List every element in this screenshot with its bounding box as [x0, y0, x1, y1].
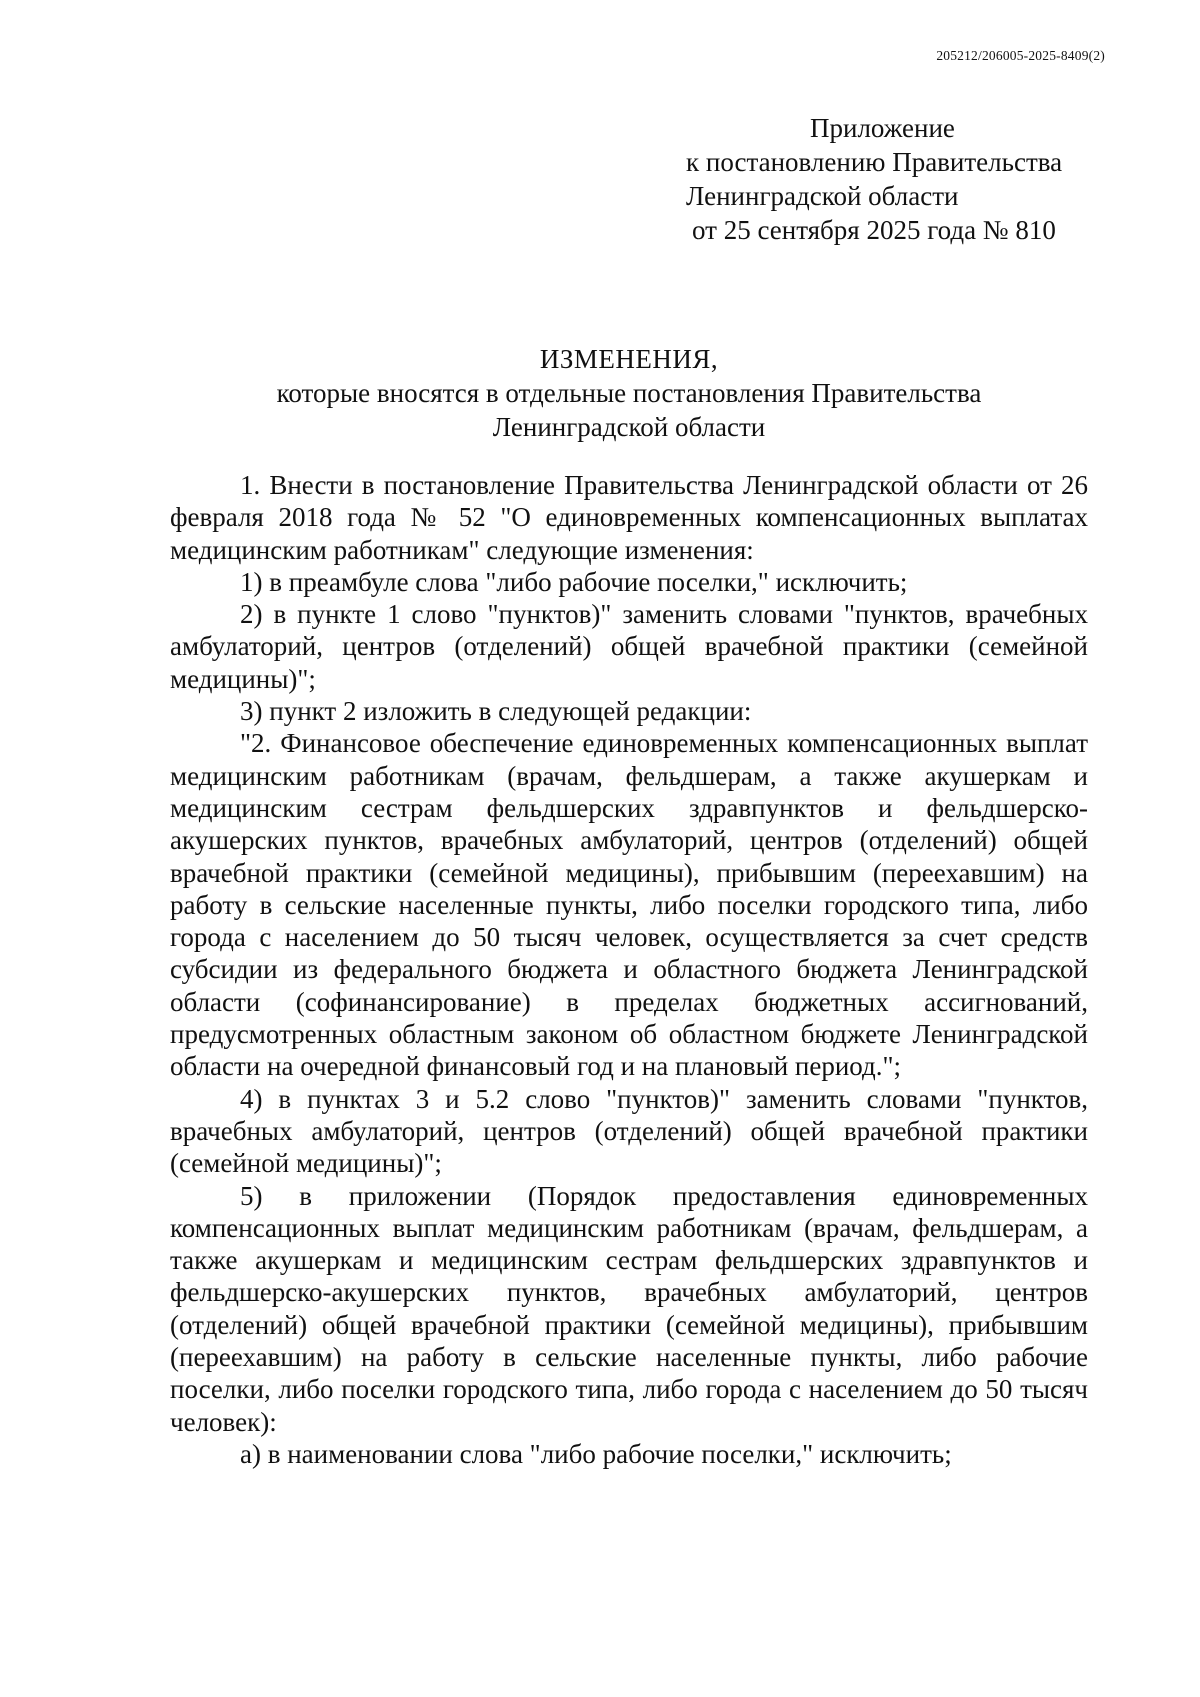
paragraph-subitem-3: 3) пункт 2 изложить в следующей редакции: [240, 696, 752, 727]
document-title [170, 342, 1088, 444]
title-subtitle-line1: которые вносятся в отдельные постановления Правительства [276, 378, 982, 408]
registration-number: 205212/206005-2025-8409(2) [936, 48, 1105, 63]
paragraph-subitem-2: 2) в пункте 1 слово "пунктов)" заменить словами "пунктов, врачебных амбулаторий, центров (отделений) общей врачебной практики (семейной медицины)"; [170, 599, 1088, 694]
title-main: ИЗМЕНЕНИЯ, [539, 344, 719, 374]
paragraph-subitem-4: 4) в пунктах 3 и 5.2 слово "пунктов)" заменить словами "пунктов, врачебных амбулаторий, центров (отделений) общей врачебной практики (семейной медицины)"; [170, 1083, 1088, 1179]
paragraph-subitem-1: 1) в преамбуле слова "либо рабочие поселки," исключить; [240, 566, 908, 597]
paragraph-subitem-5: 5) в приложении (Порядок предоставления единовременных компенсационных выплат медицинским работникам (врачам, фельдшерам, а также акушеркам и медицинским сестрам фельдшерских здравпунктов и фельдшерско-акушерских пунктов, врачебных амбулаторий, центров (отделений) общей врачебной практики (семейной медицины), прибывшим (переехавшим) на работу в сельские населенные пункты, либо рабочие поселки, либо поселки городского типа, либо города с населением до 50 тысяч человек): [170, 1180, 1088, 1437]
appendix-date-number: от 25 сентября 2025 года № 810 [692, 215, 1056, 245]
title-subtitle-line2: Ленинградской области [492, 412, 766, 442]
appendix-region: Ленинградской области [686, 181, 959, 211]
paragraph-quoted-item-2: "2. Финансовое обеспечение единовременных компенсационных выплат медицинским работникам (врачам, фельдшерам, а также акушеркам и медицинским сестрам фельдшерских здравпунктов и фельдшерско-акушерских пунктов, врачебных амбулаторий, центров (отделений) общей врачебной практики (семейной медицины), прибывшим (переехавшим) на работу в сельские населенные пункты, либо поселки городского типа, либо города с населением до 50 тысяч человек, осуществляется за счет средств субсидии из федерального бюджета и областного бюджета Ленинградской области (софинансирование) в пределах бюджетных ассигнований, предусмотренных областным законом об областном бюджете Ленинградской области на очередной финансовый год и на плановый период."; [170, 728, 1088, 1082]
paragraph-subitem-a: а) в наименовании слова "либо рабочие поселки," исключить; [240, 1438, 952, 1469]
paragraph-item-1: 1. Внести в постановление Правительства Ленинградской области от 26 февраля 2018 года № 52 "О единовременных компенсационных выплатах медицинским работникам" следующие изменения: [170, 470, 1088, 565]
appendix-block [686, 111, 1062, 247]
document-body [170, 469, 1088, 1470]
appendix-resolution-ref: к постановлению Правительства [686, 147, 1063, 177]
appendix-label: Приложение [810, 113, 955, 143]
